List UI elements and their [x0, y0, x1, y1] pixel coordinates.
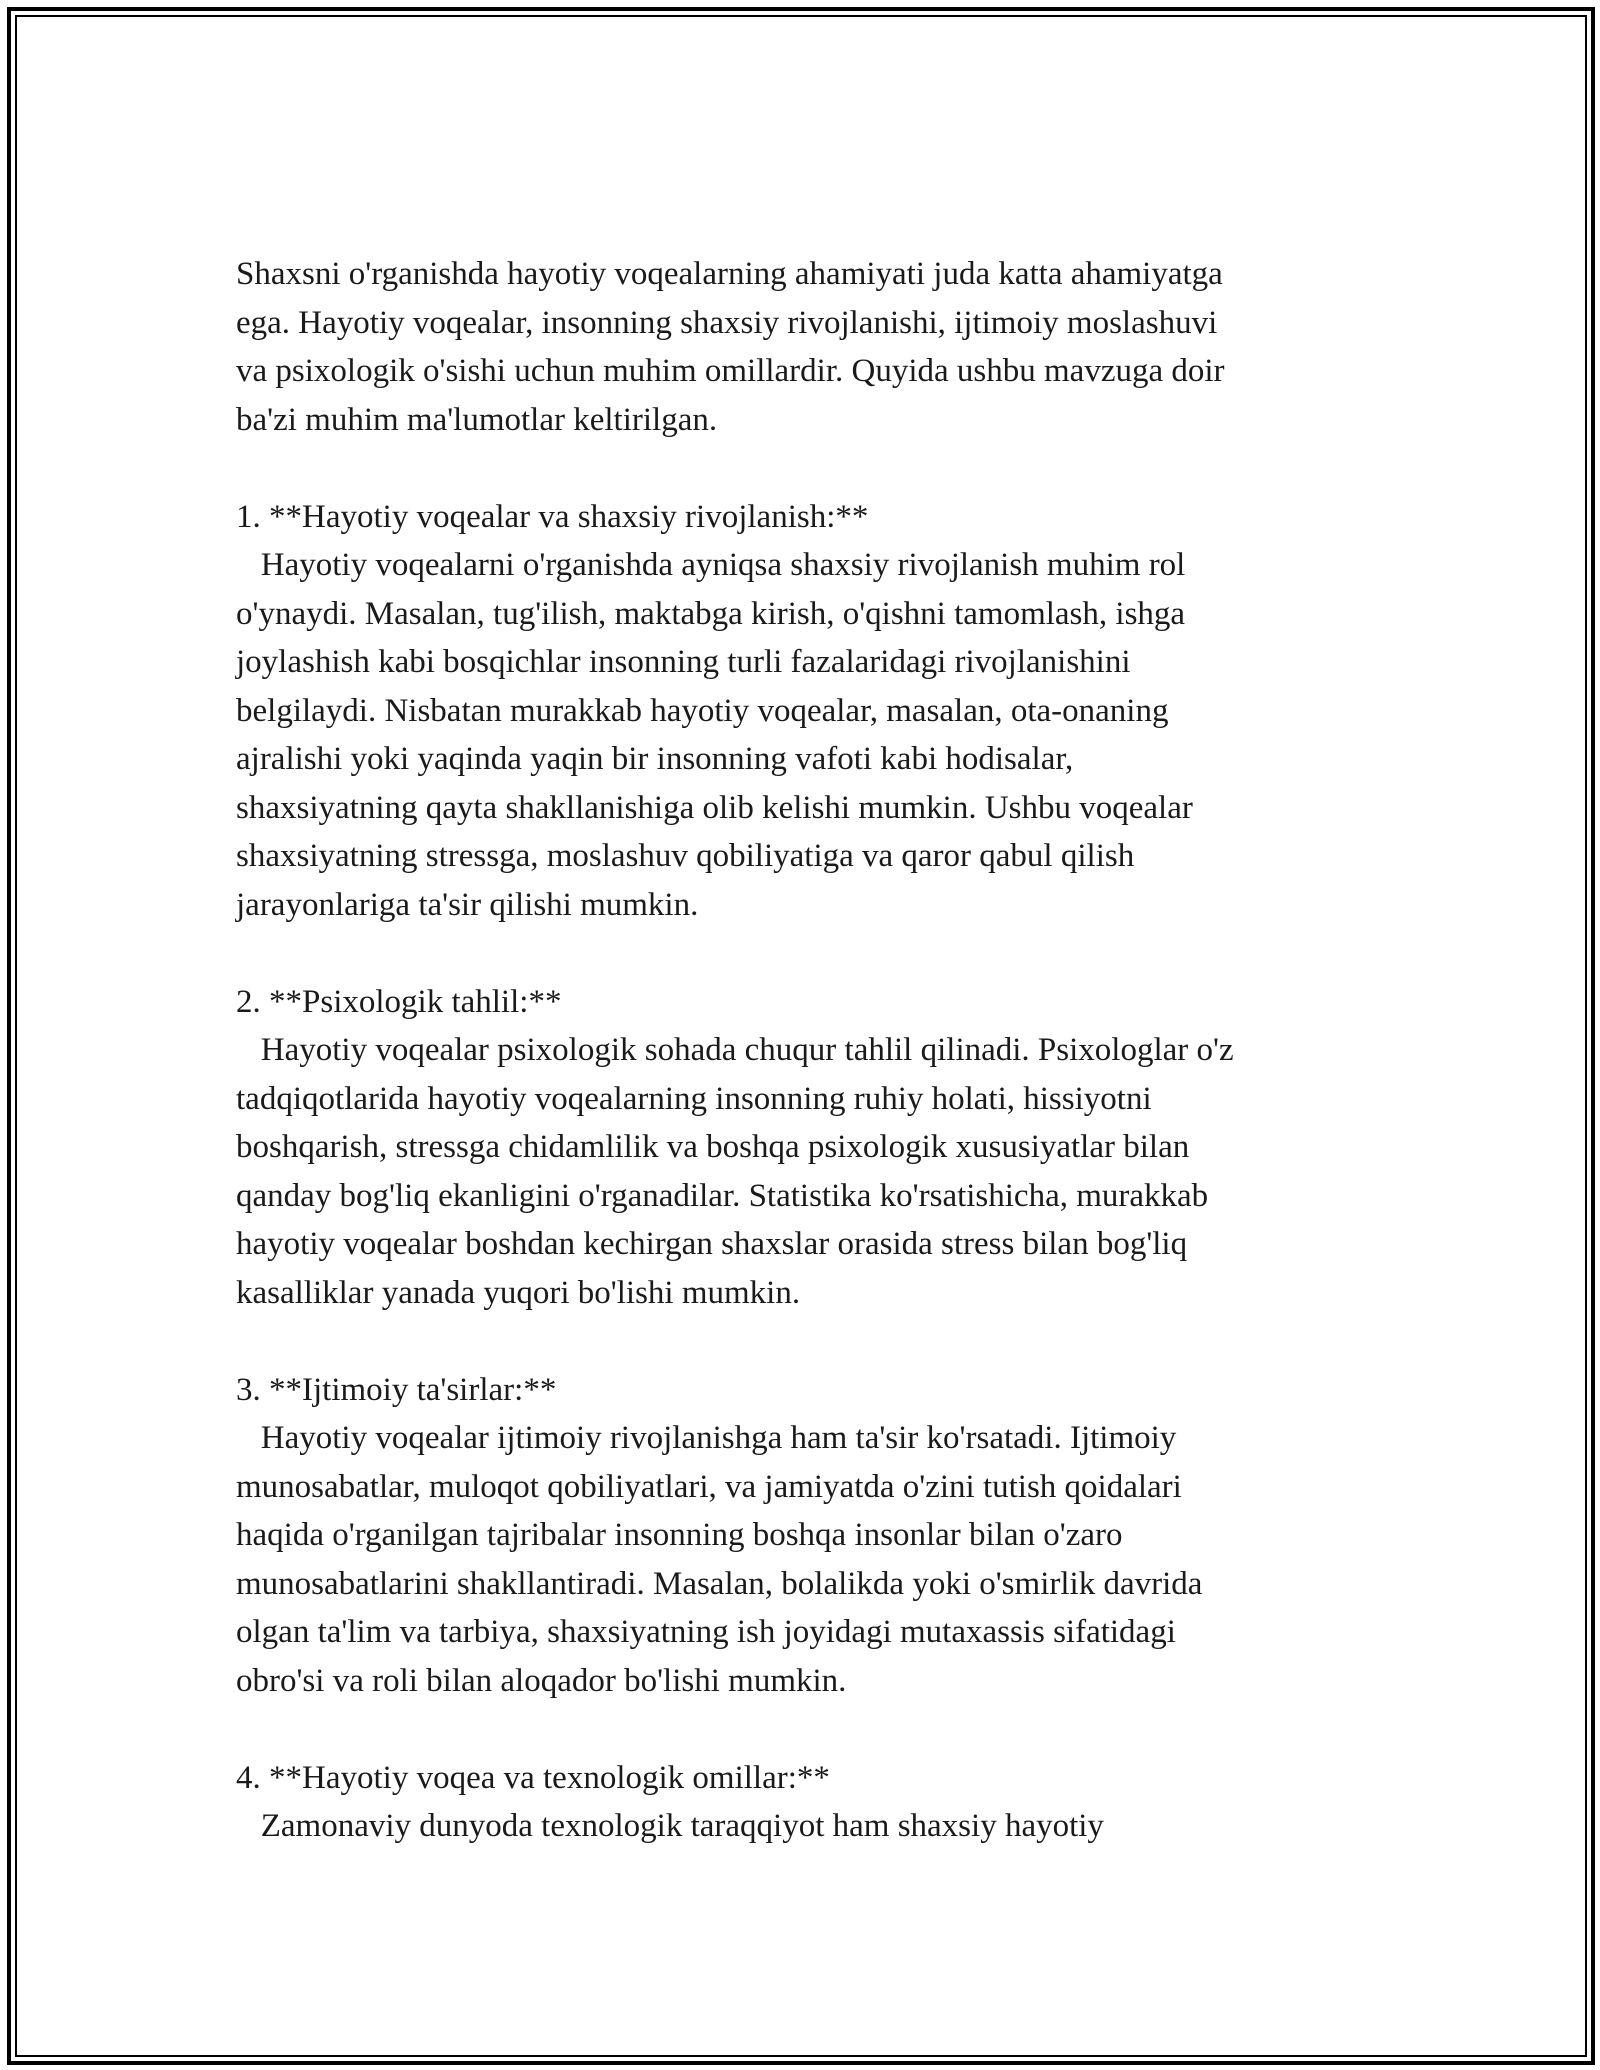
- section-heading: 4. **Hayotiy voqea va texnologik omillar:**: [236, 1759, 830, 1796]
- text-line: munosabatlar, muloqot qobiliyatlari, va jamiyatda o'zini tutish qoidalari: [236, 1468, 1182, 1505]
- text-line: o'ynaydi. Masalan, tug'ilish, maktabga kirish, o'qishni tamomlash, ishga: [236, 595, 1186, 632]
- text-line: qanday bog'liq ekanligini o'rganadilar. Statistika ko'rsatishicha, murakkab: [236, 1177, 1209, 1214]
- text-line: Hayotiy voqealar ijtimoiy rivojlanishga ham ta'sir ko'rsatadi. Ijtimoiy: [236, 1420, 1177, 1456]
- section-heading: 2. **Psixologik tahlil:**: [236, 983, 562, 1020]
- text-line: ba'zi muhim ma'lumotlar keltirilgan.: [236, 401, 718, 438]
- text-line: Hayotiy voqealarni o'rganishda ayniqsa shaxsiy rivojlanish muhim rol: [236, 547, 1186, 583]
- text-line: Shaxsni o'rganishda hayotiy voqealarning ahamiyati juda katta ahamiyatga: [236, 256, 1223, 292]
- document-body: [236, 250, 1396, 1851]
- text-line: obro'si va roli bilan aloqador bo'lishi mumkin.: [236, 1662, 847, 1699]
- text-line: hayotiy voqealar boshdan kechirgan shaxslar orasida stress bilan bog'liq: [236, 1226, 1188, 1262]
- section-heading: 3. **Ijtimoiy ta'sirlar:**: [236, 1371, 557, 1408]
- text-line: haqida o'rganilgan tajribalar insonning boshqa insonlar bilan o'zaro: [236, 1517, 1123, 1553]
- section-heading: 1. **Hayotiy voqealar va shaxsiy rivojlanish:**: [236, 498, 869, 535]
- text-line: Hayotiy voqealar psixologik sohada chuqur tahlil qilinadi. Psixologlar o'z: [236, 1032, 1234, 1068]
- text-line: ega. Hayotiy voqealar, insonning shaxsiy rivojlanishi, ijtimoiy moslashuvi: [236, 304, 1218, 341]
- text-line: jarayonlariga ta'sir qilishi mumkin.: [236, 886, 699, 923]
- text-line: boshqarish, stressga chidamlilik va boshqa psixologik xususiyatlar bilan: [236, 1129, 1190, 1165]
- text-line: belgilaydi. Nisbatan murakkab hayotiy voqealar, masalan, ota-onaning: [236, 692, 1169, 729]
- text-line: Zamonaviy dunyoda texnologik taraqqiyot ham shaxsiy hayotiy: [236, 1808, 1104, 1844]
- blank-line: [236, 1317, 1396, 1366]
- text-line: joylashish kabi bosqichlar insonning turli fazalaridagi rivojlanishini: [236, 644, 1131, 680]
- text-line: ajralishi yoki yaqinda yaqin bir insonning vafoti kabi hodisalar,: [236, 741, 1074, 777]
- blank-line: [236, 1705, 1396, 1754]
- text-line: olgan ta'lim va tarbiya, shaxsiyatning ish joyidagi mutaxassis sifatidagi: [236, 1614, 1176, 1650]
- text-line: va psixologik o'sishi uchun muhim omillardir. Quyida ushbu mavzuga doir: [236, 353, 1225, 389]
- blank-line: [236, 444, 1396, 493]
- text-line: shaxsiyatning stressga, moslashuv qobiliyatiga va qaror qabul qilish: [236, 838, 1135, 874]
- text-line: shaxsiyatning qayta shakllanishiga olib kelishi mumkin. Ushbu voqealar: [236, 789, 1193, 826]
- text-line: tadqiqotlarida hayotiy voqealarning insonning ruhiy holati, hissiyotni: [236, 1080, 1152, 1117]
- text-line: kasalliklar yanada yuqori bo'lishi mumkin.: [236, 1274, 801, 1311]
- blank-line: [236, 929, 1396, 978]
- text-line: munosabatlarini shakllantiradi. Masalan, bolalikda yoki o'smirlik davrida: [236, 1565, 1203, 1602]
